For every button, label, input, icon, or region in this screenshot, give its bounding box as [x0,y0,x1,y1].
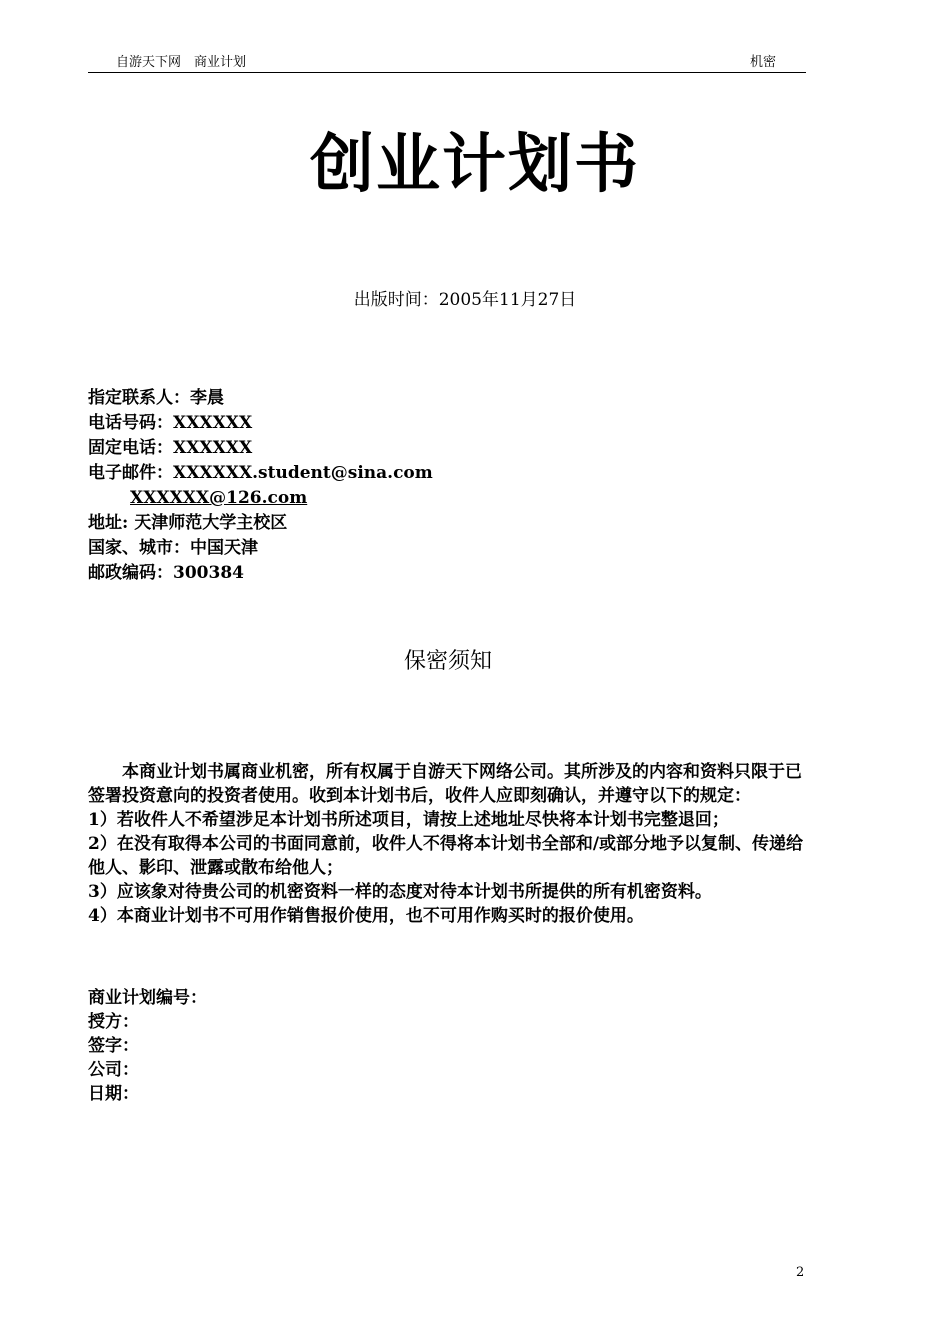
grantee-field: 授方： [88,1012,139,1032]
page-header [88,54,806,73]
contact-block [88,386,788,586]
confidentiality-title: 保密须知 [403,649,492,674]
date-field: 日期： [88,1084,139,1104]
publish-date: 出版时间：2005年11月27日 [353,290,577,310]
plan-number-field: 商业计划编号： [88,988,207,1008]
page-number: 2 [796,1265,805,1280]
company-field: 公司： [88,1060,139,1080]
notice-rule: 1）若收件人不希望涉足本计划书所述项目，请按上述地址尽快将本计划书完整退回； [88,810,729,830]
contact-country-city: 国家、城市：中国天津 [88,538,258,558]
email-label: 电子邮件： [88,463,173,483]
header-left-text: 自游天下网 商业计划 [116,55,247,70]
contact-person: 指定联系人：李晨 [88,388,224,408]
confidentiality-notice [88,760,810,928]
signature-fields [88,986,688,1106]
contact-email-row-2 [88,486,788,511]
notice-rule: 3）应该象对待贵公司的机密资料一样的态度对待本计划书所提供的所有机密资料。 [88,882,712,902]
contact-address: 地址: 天津师范大学主校区 [88,513,288,533]
document-title: 创业计划书 [310,128,640,202]
notice-rule: 4）本商业计划书不可用作销售报价使用，也不可用作购买时的报价使用。 [88,906,644,926]
notice-intro: 本商业计划书属商业机密，所有权属于自游天下网络公司。其所涉及的内容和资料只限于已签署投资意向的投资者使用。收到本计划书后，收件人应即刻确认，并遵守以下的规定： [88,762,802,806]
signature-field: 签字： [88,1036,139,1056]
header-right-text: 机密 [749,55,776,70]
contact-email-row [88,461,788,486]
contact-phone: 电话号码：XXXXXX [88,413,253,433]
notice-rule: 2）在没有取得本公司的书面同意前，收件人不得将本计划书全部和/或部分地予以复制、传递给他人、影印、泄露或散布给他人； [88,834,804,878]
contact-landline: 固定电话：XXXXXX [88,438,253,458]
email-primary[interactable]: XXXXXX.student@sina.com [173,463,433,483]
email-secondary-link[interactable]: XXXXXX@126.com [130,488,308,508]
contact-postal-code: 邮政编码：300384 [88,563,244,583]
